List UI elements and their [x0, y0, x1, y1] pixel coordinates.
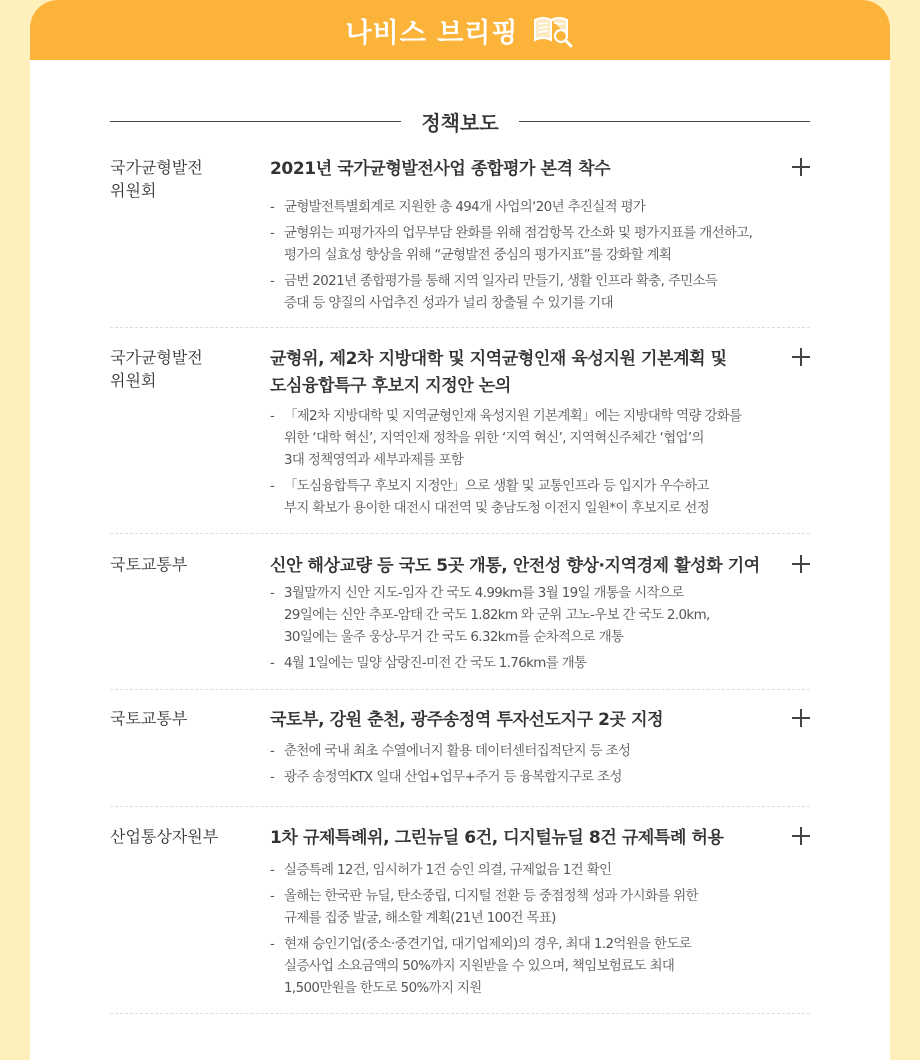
news-bullet: - 균형위는 피평가자의 업무부담 완화를 위해 점검항목 간소화 및 평가지표를 개선하고, 평가의 실효성 향상을 위해 “균형발전 중심의 평가지표”를 강화할 계획 [270, 223, 810, 267]
news-bullet: - 춘천에 국내 최초 수열에너지 활용 데이터센터집적단지 등 조성 [270, 741, 810, 763]
news-item [110, 825, 810, 1014]
news-bullet: - 금번 2021년 종합평가를 통해 지역 일자리 만들기, 생활 인프라 확충, 주민소득 증대 등 양질의 사업추진 성과가 널리 창출될 수 있기를 기대 [270, 271, 810, 315]
news-agency: 국토교통부 [110, 555, 188, 574]
news-bullet: - 「도심융합특구 후보지 지정안」으로 생활 및 교통인프라 등 입지가 우수하고 부지 확보가 용이한 대전시 대전역 및 충남도청 이전지 일원*이 후보지로 선정 [270, 476, 810, 520]
news-bullet-list [270, 406, 810, 524]
section-divider-right [519, 121, 810, 122]
news-bullet: - 현재 승인기업(중소·중견기업, 대기업제외)의 경우, 최대 1.2억원을 한도로 실증사업 소요금액의 50%까지 지원받을 수 있으며, 책임보험료도 최대 1,500만원을 한도로 50%까지 지원 [270, 934, 810, 1000]
news-headline[interactable]: 국토부, 강원 춘천, 광주송정역 투자선도지구 2곳 지정 [270, 710, 664, 730]
news-item [110, 553, 810, 690]
section-title: 정책보도 [421, 110, 499, 135]
news-item [110, 707, 810, 807]
expand-plus-icon[interactable] [792, 158, 810, 176]
news-item [110, 156, 810, 328]
news-bullet: - 3월말까지 신안 지도-임자 간 국도 4.99km를 3월 19일 개통을 시작으로 29일에는 신안 추포-암태 간 국도 1.82km 와 군위 고노-우보 간 국도 2.0km, 30일에는 울주 웅상-무거 간 국도 6.32km를 순차적으로 개통 [270, 583, 810, 649]
news-headline[interactable]: 신안 해상교량 등 국도 5곳 개통, 안전성 향상·지역경제 활성화 기여 [270, 556, 760, 576]
expand-plus-icon[interactable] [792, 555, 810, 573]
news-bullet: - 「제2차 지방대학 및 지역균형인재 육성지원 기본계획」에는 지방대학 역량 강화를 위한 ‘대학 혁신’, 지역인재 정착을 위한 ‘지역 혁신’, 지역혁신주체간 ‘협업’의 3대 정책영역과 세부과제를 포함 [270, 406, 810, 472]
banner [30, 0, 890, 60]
news-bullet-list [270, 741, 810, 793]
news-bullet: - 광주 송정역KTX 일대 산업+업무+주거 등 융복합지구로 조성 [270, 767, 810, 789]
section-header [110, 104, 810, 138]
news-bullet: - 균형발전특별회계로 지원한 총 494개 사업의‘20년 추진실적 평가 [270, 197, 810, 219]
news-agency: 국토교통부 [110, 709, 188, 728]
section-divider-left [110, 121, 401, 122]
news-bullet: - 올해는 한국판 뉴딜, 탄소중립, 디지털 전환 등 중점정책 성과 가시화를 위한 규제를 집중 발굴, 해소할 계획(21년 100건 목표) [270, 886, 810, 930]
expand-plus-icon[interactable] [792, 827, 810, 845]
expand-plus-icon[interactable] [792, 348, 810, 366]
news-bullet-list [270, 197, 810, 319]
news-bullet-list [270, 583, 810, 679]
news-bullet: - 4월 1일에는 밀양 삼랑진-미전 간 국도 1.76km를 개통 [270, 653, 810, 675]
news-item [110, 346, 810, 534]
banner-title: 나비스 브리핑 [345, 17, 519, 49]
news-headline[interactable]: 2021년 국가균형발전사업 종합평가 본격 착수 [270, 159, 611, 179]
news-bullet: - 실증특례 12건, 임시허가 1건 승인 의결, 규제없음 1건 확인 [270, 860, 810, 882]
briefing-card [30, 0, 890, 1060]
news-bullet-list [270, 860, 810, 1004]
news-agency: 국가균형발전 위원회 [110, 348, 203, 390]
expand-plus-icon[interactable] [792, 709, 810, 727]
news-agency: 국가균형발전 위원회 [110, 158, 203, 200]
news-agency: 산업통상자원부 [110, 827, 219, 846]
news-headline[interactable]: 균형위, 제2차 지방대학 및 지역균형인재 육성지원 기본계획 및 도심융합특구 후보지 지정안 논의 [270, 349, 727, 396]
news-headline[interactable]: 1차 규제특례위, 그린뉴딜 6건, 디지털뉴딜 8건 규제특례 허용 [270, 828, 724, 848]
book-magnifier-icon [532, 12, 574, 48]
